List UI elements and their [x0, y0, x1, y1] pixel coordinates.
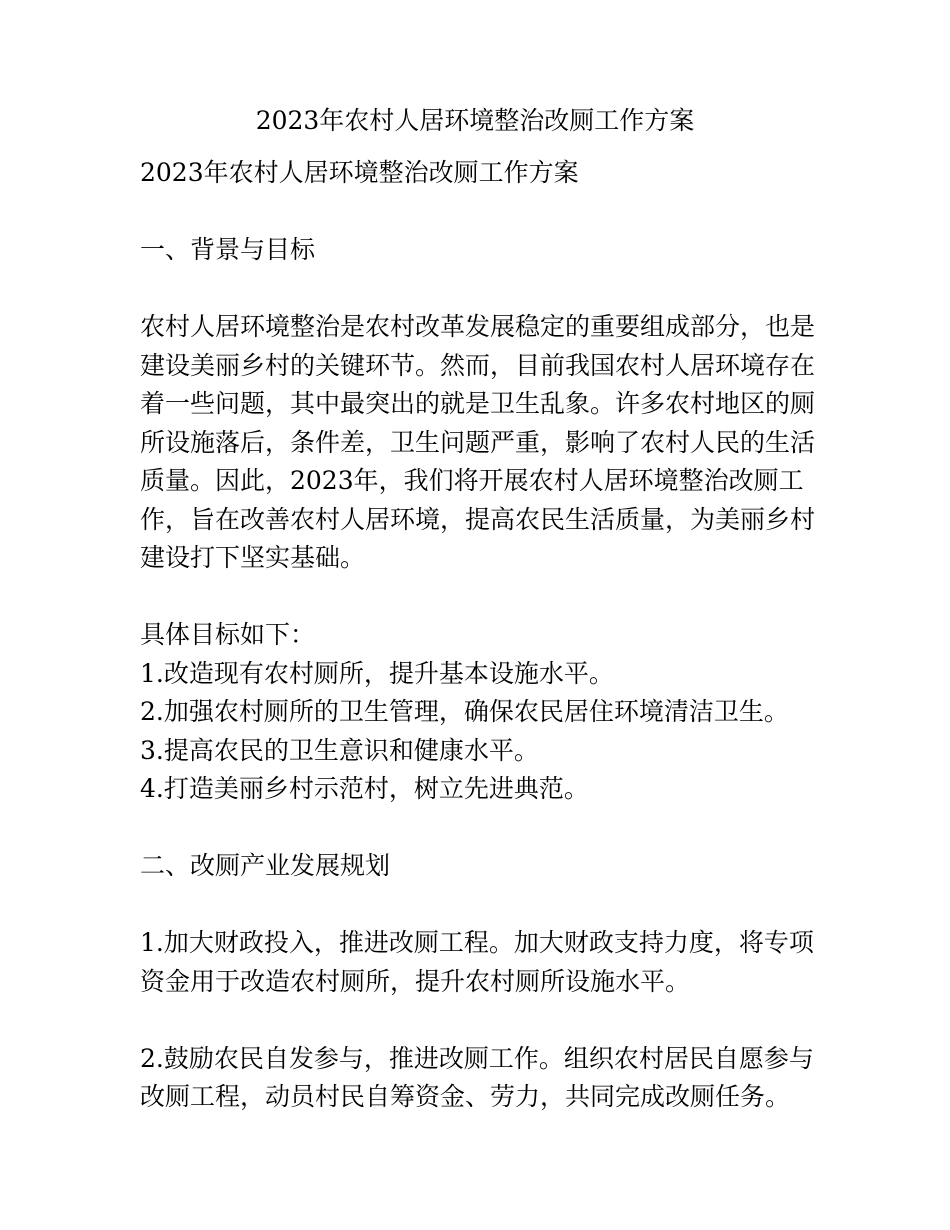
goals-intro: 具体目标如下：: [140, 620, 316, 649]
paragraph-line: 改厕工程，动员村民自筹资金、劳力，共同完成改厕任务。: [140, 1082, 791, 1111]
paragraph-line: 作，旨在改善农村人居环境，提高农民生活质量，为美丽乡村: [140, 504, 816, 534]
planning-item-2: [140, 1040, 820, 1117]
background-paragraph: [140, 308, 820, 578]
paragraph-line: 2.鼓励农民自发参与，推进改厕工作。组织农村居民自愿参与: [140, 1043, 814, 1073]
paragraph-line: 建设打下坚实基础。: [140, 543, 366, 572]
paragraph-line: 农村人居环境整治是农村改革发展稳定的重要组成部分，也是: [140, 312, 816, 341]
paragraph-line: 1.加大财政投入，推进改厕工程。加大财政支持力度，将专项: [140, 928, 814, 957]
goal-item: 3.提高农民的卫生意识和健康水平。: [140, 735, 539, 765]
paragraph-line: 质量。因此，2023年，我们将开展农村人居环境整治改厕工: [140, 466, 804, 495]
blank-line: [140, 809, 820, 848]
paragraph-line: 建设美丽乡村的关键环节。然而，目前我国农村人居环境存在: [140, 350, 816, 380]
document-body: [140, 154, 820, 1117]
paragraph-line: 所设施落后，条件差，卫生问题严重，影响了农村人民的生活: [140, 427, 816, 457]
blank-line: [140, 1001, 820, 1040]
goal-item: 4.打造美丽乡村示范村，树立先进典范。: [140, 774, 589, 803]
blank-line: [140, 193, 820, 232]
blank-line: [140, 578, 820, 617]
section-heading-background: 一、背景与目标: [140, 235, 316, 264]
section-heading-planning: 二、改厕产业发展规划: [140, 851, 391, 880]
goals-list: [140, 655, 820, 809]
document-title: 2023年农村人居环境整治改厕工作方案: [255, 106, 695, 135]
goal-item: 2.加强农村厕所的卫生管理，确保农民居住环境清洁卫生。: [140, 697, 789, 726]
blank-line: [140, 886, 820, 925]
goal-item: 1.改造现有农村厕所，提升基本设施水平。: [140, 658, 614, 688]
planning-item-1: [140, 924, 820, 1001]
blank-line: [140, 270, 820, 309]
paragraph-line: 着一些问题，其中最突出的就是卫生乱象。许多农村地区的厕: [140, 389, 816, 418]
document-subtitle: 2023年农村人居环境整治改厕工作方案: [140, 158, 579, 187]
paragraph-line: 资金用于改造农村厕所，提升农村厕所设施水平。: [140, 966, 691, 996]
